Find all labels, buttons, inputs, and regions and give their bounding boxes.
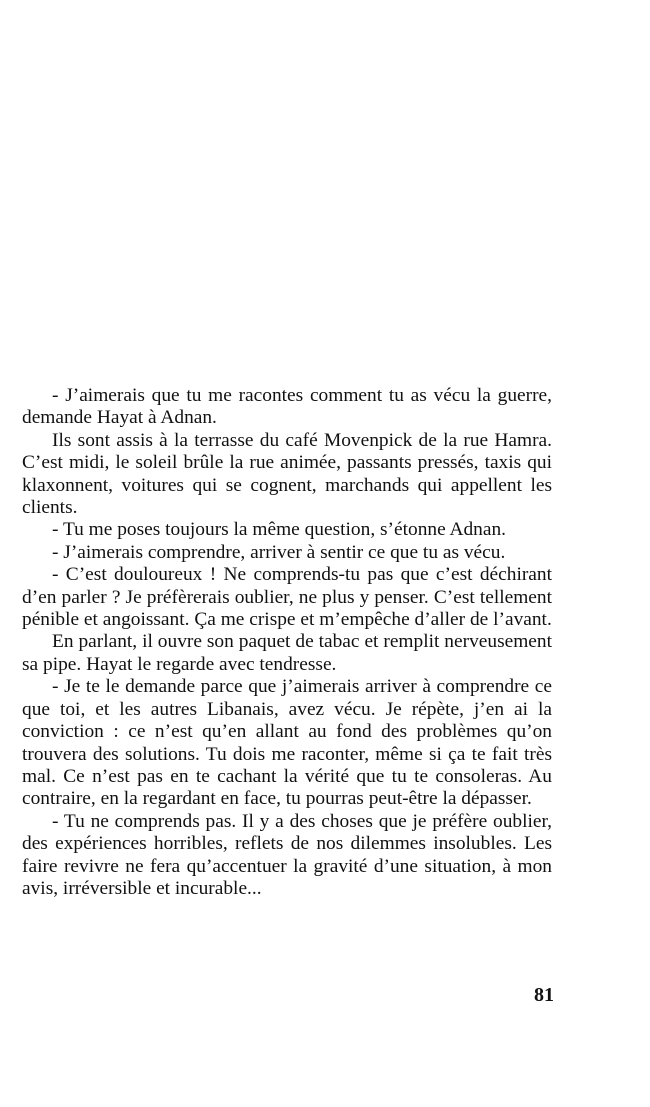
- page-number: 81: [534, 984, 554, 1006]
- paragraph: Ils sont assis à la terrasse du café Movenpick de la rue Hamra. C’est midi, le soleil brûle la rue animée, passants pressés, taxis qui klaxonnent, voitures qui se cognent, marchands qui appellent les clients.: [22, 429, 552, 519]
- paragraph: - Je te le demande parce que j’aimerais arriver à comprendre ce que toi, et les autres Libanais, avez vécu. Je répète, j’en ai la conviction : ce n’est qu’en allant au fond des problèmes qu’on trouvera des solutions. Tu dois me raconter, même si ça te fait très mal. Ce n’est pas en te cachant la vérité que tu te consoleras. Au contraire, en la regardant en face, tu pourras peut-être la dépasser.: [22, 676, 552, 810]
- paragraph: - Tu me poses toujours la même question, s’étonne Adnan.: [52, 519, 507, 541]
- paragraph: - J’aimerais comprendre, arriver à sentir ce que tu as vécu.: [52, 541, 506, 563]
- paragraph: En parlant, il ouvre son paquet de tabac et remplit nerveusement sa pipe. Hayat le regarde avec tendresse.: [22, 631, 552, 675]
- paragraph: - C’est douloureux ! Ne comprends-tu pas que c’est déchirant d’en parler ? Je préfèrerais oublier, ne plus y penser. C’est tellement pénible et angoissant. Ça me crispe et m’empêche d’aller de l’avant.: [22, 564, 552, 631]
- body-text: [22, 385, 552, 900]
- paragraph: - Tu ne comprends pas. Il y a des choses que je préfère oublier, des expériences horribles, reflets de nos dilemmes insolubles. Les faire revivre ne fera qu’accentuer la gravité d’une situation, à mon avis, irréversible et incurable...: [22, 810, 552, 899]
- paragraph: - J’aimerais que tu me racontes comment tu as vécu la guerre, demande Hayat à Adnan.: [22, 385, 552, 429]
